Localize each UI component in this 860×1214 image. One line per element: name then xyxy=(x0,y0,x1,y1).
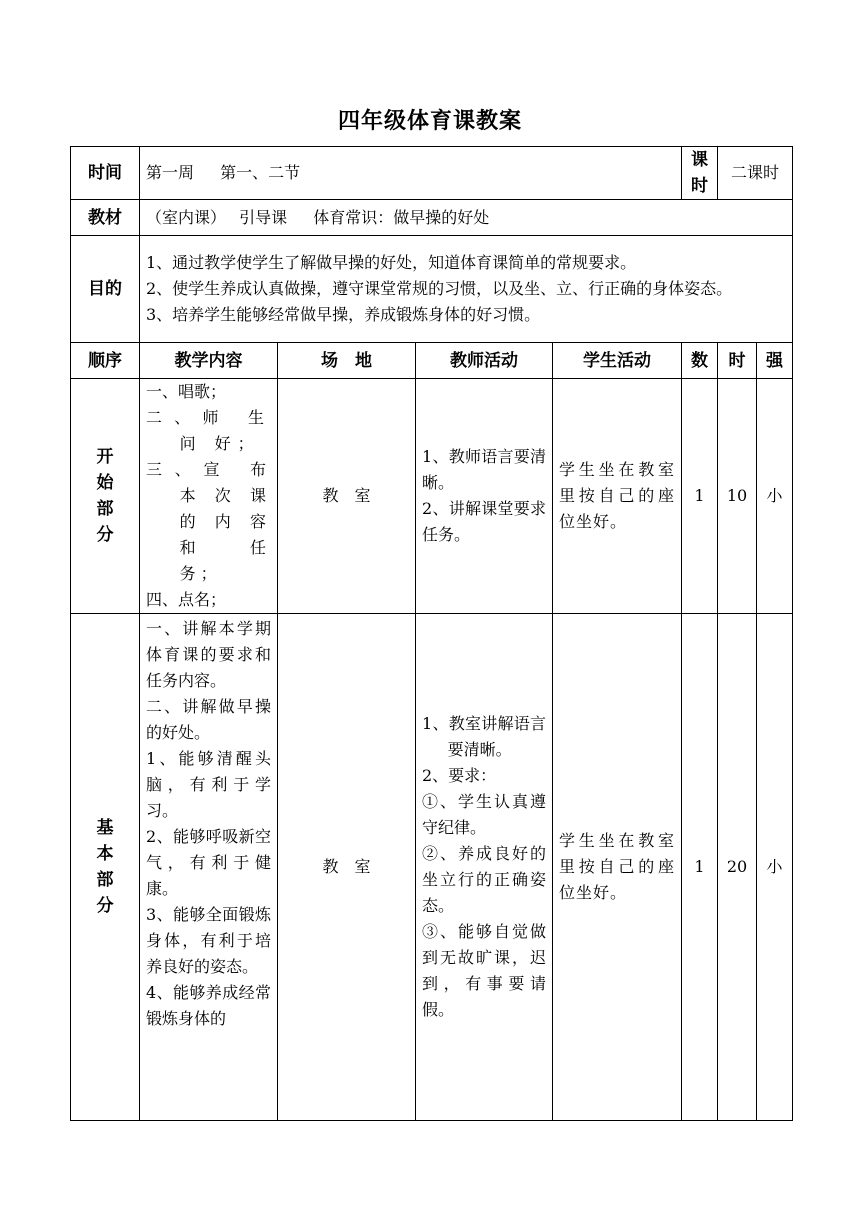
section-name-basic: 基 本 部 分 xyxy=(71,614,140,1121)
content-item: 3、能够全面锻炼身体，有利于培养良好的姿态。 xyxy=(146,905,271,976)
student-start: 学生坐在教室里按自己的座位坐好。 xyxy=(553,379,682,614)
content-cell-basic xyxy=(140,614,278,1121)
venue-basic: 教 室 xyxy=(278,614,416,1121)
col-count: 数 xyxy=(682,343,718,379)
col-order: 顺序 xyxy=(71,343,140,379)
content-item: 一、唱歌； xyxy=(146,382,227,401)
col-student: 学生活动 xyxy=(553,343,682,379)
time-label: 时间 xyxy=(71,147,140,200)
content-item: 四、点名； xyxy=(146,590,227,609)
teacher-item: ②、养成良好的坐立行的正确姿态。 xyxy=(422,844,546,915)
goal-list xyxy=(140,236,793,343)
content-item: 一、讲解本学期体育课的要求和任务内容。 xyxy=(146,619,271,690)
time-basic: 20 xyxy=(718,614,757,1121)
goal-label: 目的 xyxy=(71,236,140,343)
time-value: 第一周 第一、二节 xyxy=(140,147,682,200)
goal-item: 2、使学生养成认真做操，遵守课堂常规的习惯，以及坐、立、行正确的身体姿态。 xyxy=(146,279,733,298)
col-venue: 场 地 xyxy=(278,343,416,379)
content-item: 二、师 生 问 好； xyxy=(146,408,271,453)
section-name-start: 开 始 部 分 xyxy=(71,379,140,614)
teacher-cell-start xyxy=(416,379,553,614)
teacher-item: 1、教师语言要清晰。 xyxy=(422,447,546,492)
material-row xyxy=(71,200,793,236)
count-start: 1 xyxy=(682,379,718,614)
count-basic: 1 xyxy=(682,614,718,1121)
teacher-item: 2、要求： xyxy=(422,766,497,785)
teacher-item: ①、学生认真遵守纪律。 xyxy=(422,792,546,837)
content-item: 1、能够清醒头脑，有利于学习。 xyxy=(146,749,271,820)
venue-start: 教 室 xyxy=(278,379,416,614)
lessons-value: 二课时 xyxy=(718,147,793,200)
page-title: 四年级体育课教案 xyxy=(337,109,522,134)
teacher-item: 2、讲解课堂要求任务。 xyxy=(422,499,546,544)
goal-item: 3、培养学生能够经常做早操，养成锻炼身体的好习惯。 xyxy=(146,305,541,324)
col-intensity: 强 xyxy=(757,343,793,379)
content-cell-start xyxy=(140,379,278,614)
teacher-item: ③、能够自觉做到无故旷课，迟到，有事要请假。 xyxy=(422,922,546,1019)
lesson-plan-table xyxy=(70,146,793,1121)
column-header-row xyxy=(71,343,793,379)
col-content: 教学内容 xyxy=(140,343,278,379)
content-item: 二、讲解做早操的好处。 xyxy=(146,697,271,742)
lessons-label: 课时 xyxy=(682,147,718,200)
col-time: 时 xyxy=(718,343,757,379)
content-item: 2、能够呼吸新空气，有利于健康。 xyxy=(146,827,271,898)
time-row xyxy=(71,147,793,200)
content-item: 4、能够养成经常锻炼身体的 xyxy=(146,983,271,1028)
content-item: 三、宣 布 本 次 课 的 内 容 和 任务； xyxy=(146,460,271,583)
material-value: （室内课） 引导课 体育常识：做早操的好处 xyxy=(140,200,793,236)
student-basic: 学生坐在教室里按自己的座位坐好。 xyxy=(553,614,682,1121)
intensity-start: 小 xyxy=(757,379,793,614)
intensity-basic: 小 xyxy=(757,614,793,1121)
col-teacher: 教师活动 xyxy=(416,343,553,379)
material-label: 教材 xyxy=(71,200,140,236)
goal-item: 1、通过教学使学生了解做早操的好处，知道体育课简单的常规要求。 xyxy=(146,253,637,272)
section-row-basic xyxy=(71,614,793,1121)
goal-row xyxy=(71,236,793,343)
time-start: 10 xyxy=(718,379,757,614)
section-row-start xyxy=(71,379,793,614)
teacher-cell-basic xyxy=(416,614,553,1121)
teacher-item: 1、教室讲解语言要清晰。 xyxy=(422,714,546,759)
